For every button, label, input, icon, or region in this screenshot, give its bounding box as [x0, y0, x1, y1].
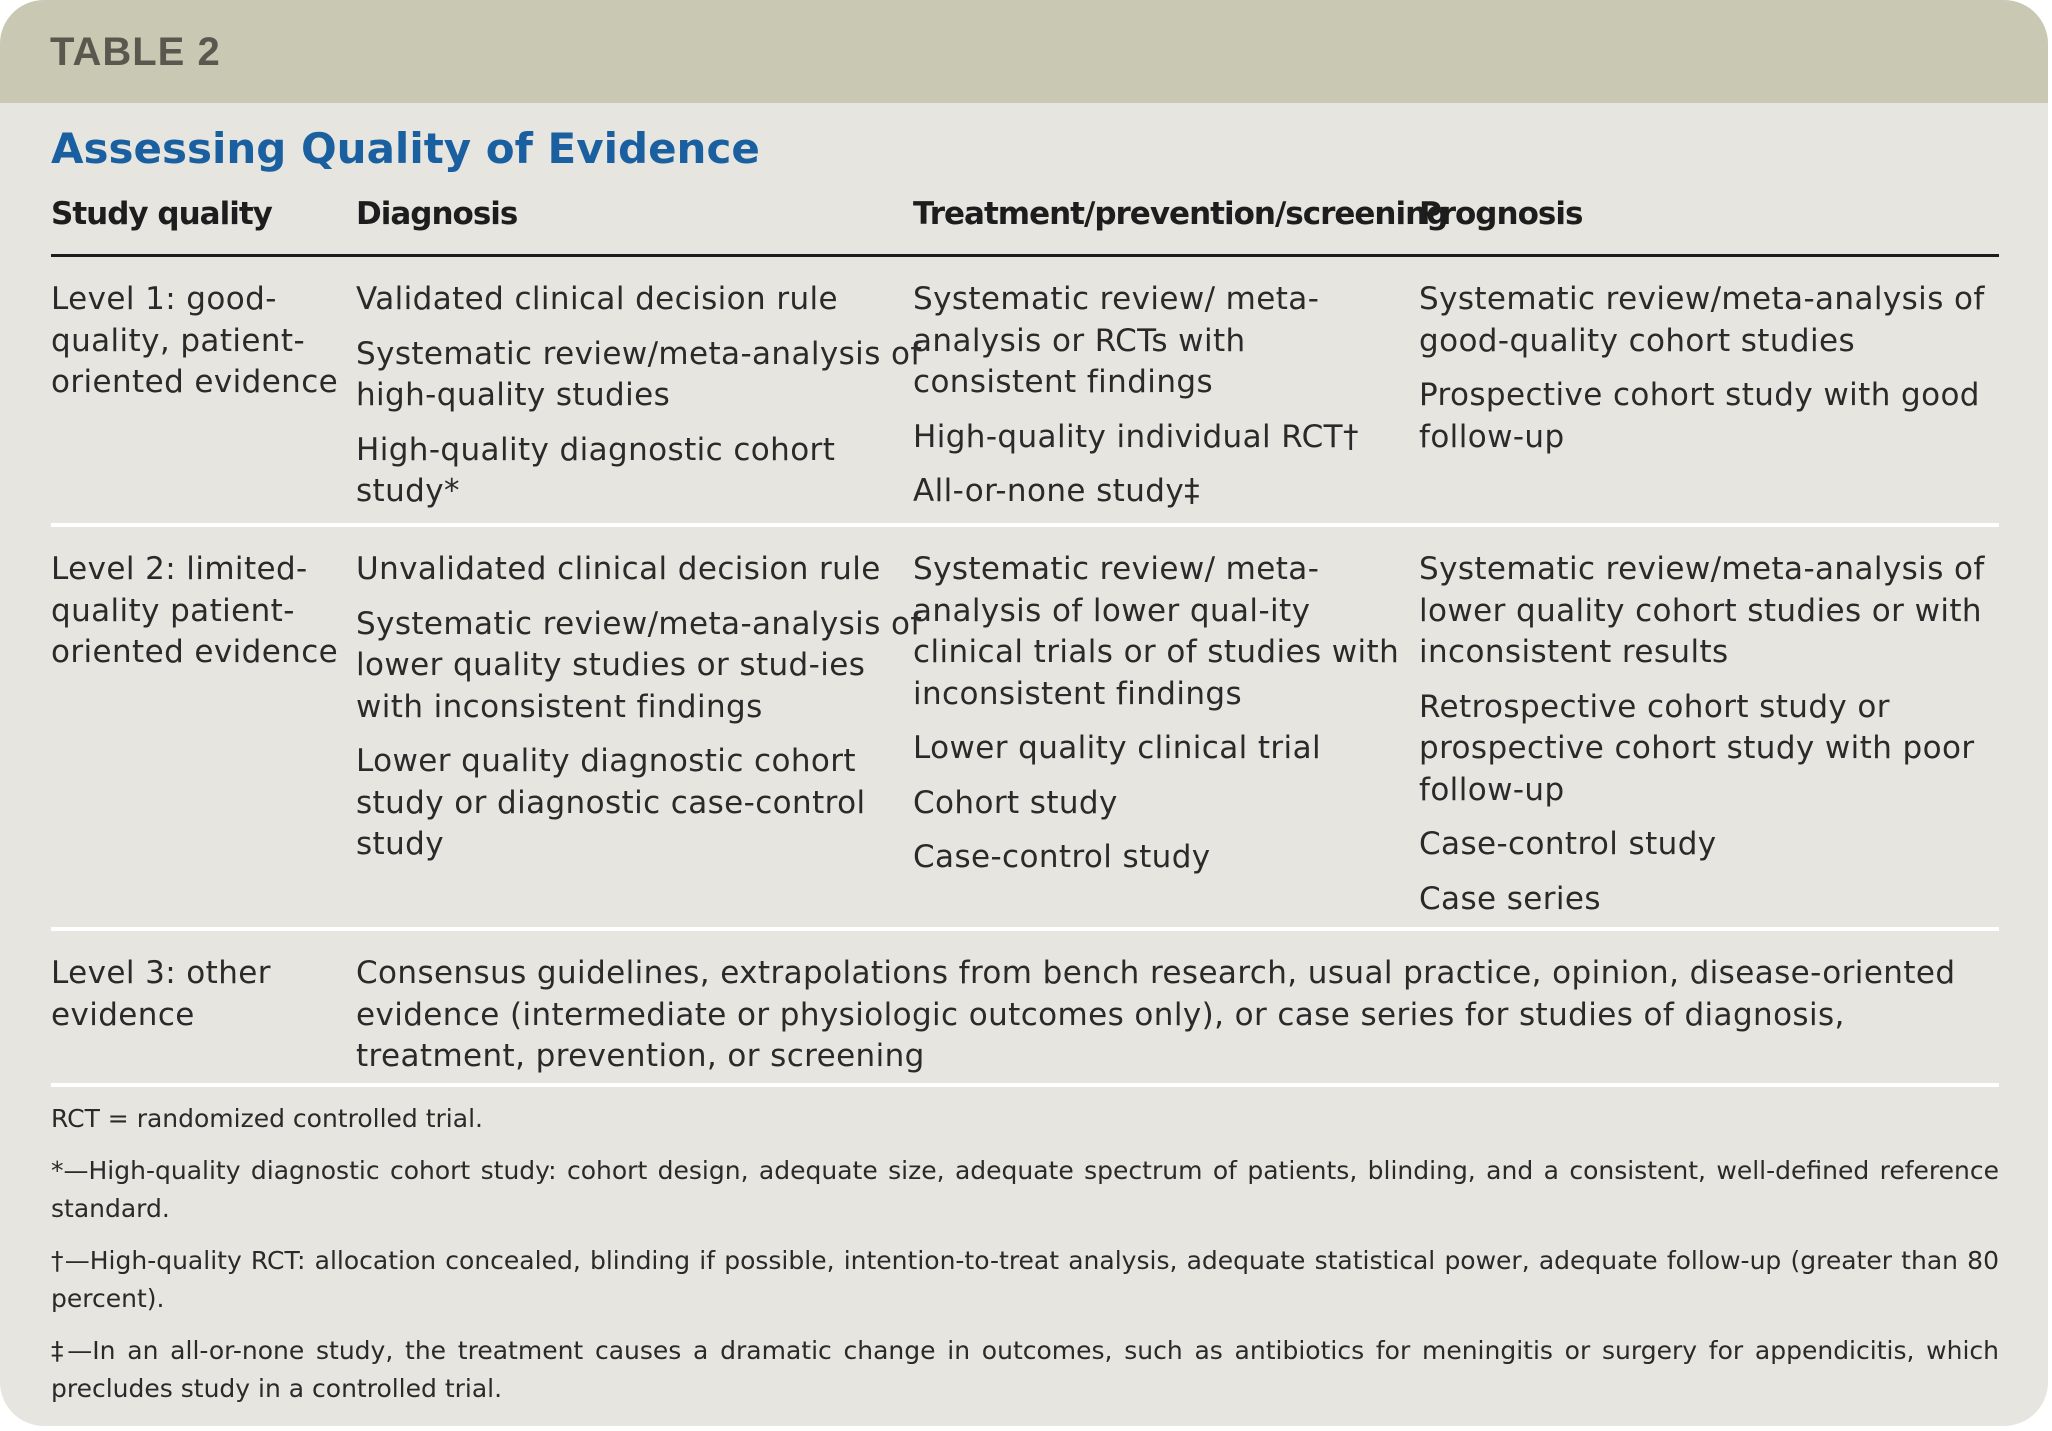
list-item: Case-control study [1419, 826, 1717, 862]
level-2-treatment [913, 549, 1403, 892]
footnote-dagger: †—High-quality RCT: allocation concealed, blinding if possible, intention-to-treat analysis, adequate statistical power, adequate follow-up (greater than 80 percent). [51, 1246, 1999, 1313]
list-item: Lower quality clinical trial [913, 730, 1321, 766]
table-row-level-1 [51, 257, 1999, 527]
table-row-level-2 [51, 527, 1999, 931]
list-item: Prospective cohort study with good follow-up [1419, 377, 1980, 455]
level-1-diagnosis [356, 279, 926, 526]
level-1-treatment [913, 279, 1403, 526]
footnote-asterisk: *—High-quality diagnostic cohort study: cohort design, adequate size, adequate spectrum of patients, blinding, and a consistent, well-defined reference standard. [51, 1156, 1999, 1223]
list-item: Case-control study [913, 839, 1211, 875]
list-item: High-quality diagnostic cohort study* [356, 431, 836, 509]
list-item: Systematic review/ meta-analysis or RCTs with consistent findings [913, 281, 1320, 400]
list-item: All-or-none study‡ [913, 473, 1200, 509]
list-item: Cohort study [913, 784, 1118, 821]
footnote-double-dagger: ‡—In an all-or-none study, the treatment causes a dramatic change in outcomes, such as antibiotics for meningitis or surgery for appendicitis, which precludes study in a controlled trial. [51, 1336, 1999, 1403]
evidence-table [51, 196, 1999, 1087]
footnote-abbreviation: RCT = randomized controlled trial. [51, 1104, 483, 1133]
list-item: High-quality individual RCT† [913, 418, 1359, 455]
list-item: Validated clinical decision rule [356, 281, 839, 317]
level-3-label: Level 3: other evidence [51, 955, 271, 1033]
list-item: Retrospective cohort study or prospective cohort study with poor follow-up [1419, 688, 1975, 808]
list-item: Systematic review/meta-analysis of high-quality studies [356, 335, 922, 413]
level-2-diagnosis [356, 549, 926, 879]
list-item: Unvalidated clinical decision rule [356, 551, 881, 587]
list-item: Systematic review/meta-analysis of lower quality studies or stud-ies with inconsistent findings [356, 605, 922, 725]
level-1-label: Level 1: good-quality, patient-oriented evidence [51, 281, 339, 400]
list-item: Systematic review/meta-analysis of lower quality cohort studies or with inconsistent results [1419, 551, 1985, 670]
level-2-prognosis [1419, 549, 1999, 933]
level-1-prognosis [1419, 279, 1999, 471]
list-item: Systematic review/ meta-analysis of lower qual-ity clinical trials or of studies with inconsistent findings [913, 551, 1400, 712]
column-header-study-quality: Study quality [51, 196, 272, 232]
table-number: TABLE 2 [50, 30, 221, 74]
column-header-prognosis: Prognosis [1419, 196, 1583, 232]
table-banner [0, 0, 2048, 103]
list-item: Systematic review/meta-analysis of good-quality cohort studies [1419, 281, 1985, 359]
table-header-row [51, 196, 1999, 257]
level-2-label: Level 2: limited-quality patient-oriented evidence [51, 551, 339, 670]
table-row-level-3 [51, 931, 1999, 1087]
list-item: Case series [1419, 880, 1601, 917]
table-title: Assessing Quality of Evidence [51, 124, 760, 173]
table-footnotes [51, 1100, 1999, 1422]
level-3-description: Consensus guidelines, extrapolations from bench research, usual practice, opinion, disease-oriented evidence (intermediate or physiologic outcomes only), or case series for studies of diagnosis, treatment, prevention, or screening [356, 955, 1956, 1074]
column-header-treatment: Treatment/prevention/screening [913, 196, 1448, 232]
column-header-diagnosis: Diagnosis [356, 196, 518, 232]
list-item: Lower quality diagnostic cohort study or diagnostic case-control study [356, 743, 866, 862]
